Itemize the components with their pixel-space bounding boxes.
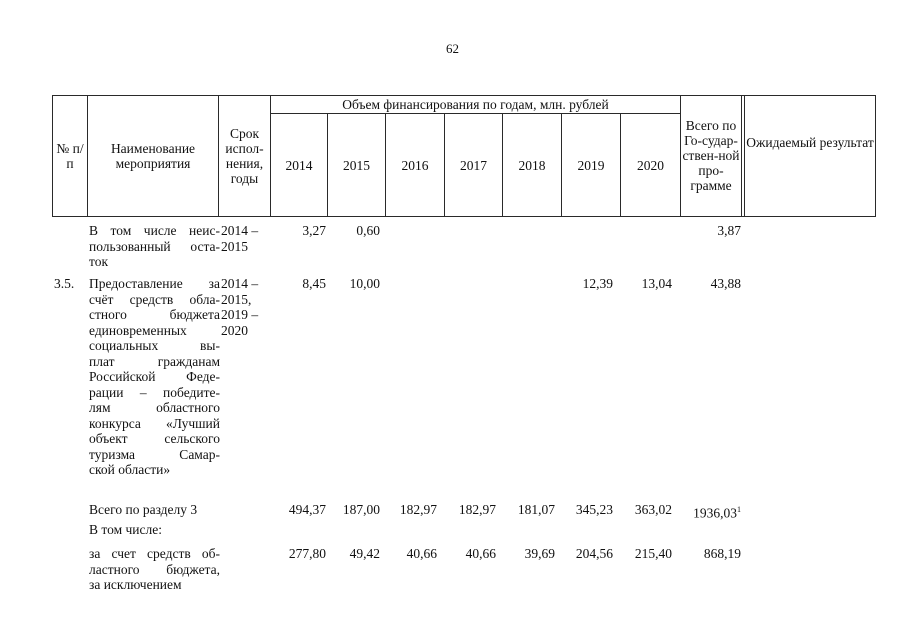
row-name	[89, 522, 220, 538]
row-total-value: 868,19	[703, 546, 741, 561]
row-name-line: конкурса «Лучший	[89, 415, 220, 431]
footnote-mark: 1	[737, 505, 741, 514]
row-name-line: рации – победите-	[89, 384, 220, 400]
header-name: Наименование мероприятия	[110, 140, 196, 171]
row-name-line: единовременных	[89, 322, 187, 338]
row-value-2015: 187,00	[342, 502, 380, 517]
row-total	[711, 276, 741, 292]
row-name-line: социальных вы-	[89, 338, 220, 353]
row-value-2015: 0,60	[356, 223, 380, 238]
row-name-line: счёт средств обла-	[89, 291, 220, 307]
row-value-2019: 345,23	[575, 502, 613, 517]
row-name-line: плат гражданам	[89, 353, 220, 369]
header-year-2014: 2014	[285, 157, 313, 173]
header-year-2020: 2020	[637, 157, 664, 173]
row-term	[221, 223, 271, 254]
row-value-2014: 3,27	[302, 223, 326, 238]
header-num: № п/п	[56, 140, 84, 171]
header-term: Срок испол-нения, годы	[225, 125, 264, 186]
header-year-2015: 2015	[343, 157, 370, 173]
row-total	[704, 546, 741, 562]
row-name-line: объект сельского	[89, 431, 220, 446]
row-value-2016: 40,66	[406, 546, 437, 561]
row-name-line: пользованный оста-	[89, 238, 220, 254]
row-term-line: 2014 –	[221, 223, 259, 238]
row-value-2016: 182,97	[399, 502, 437, 517]
row-name-line: за исключением	[89, 577, 182, 592]
row-term-line: 2015,	[221, 291, 252, 307]
row-total-value: 3,87	[717, 223, 741, 238]
header-year-2016: 2016	[401, 157, 429, 173]
row-value-2015: 10,00	[349, 276, 380, 291]
header-total: Всего по Го-судар-ствен-ной про-грамме	[682, 118, 740, 193]
row-value-2020: 215,40	[634, 546, 672, 561]
row-number: 3.5.	[54, 276, 75, 291]
row-term	[221, 276, 271, 338]
row-name	[89, 546, 220, 593]
header-year-2019: 2019	[577, 157, 605, 173]
row-term-line: 2014 –	[221, 276, 259, 291]
row-value-2020: 13,04	[641, 276, 672, 291]
row-value-2015: 49,42	[349, 546, 380, 561]
row-name-line: В том числе:	[89, 522, 162, 537]
row-total-value: 43,88	[710, 276, 741, 291]
row-total	[717, 223, 741, 239]
row-name-line: ластного бюджета,	[89, 561, 220, 577]
row-value-2014: 8,45	[302, 276, 326, 291]
row-term-line: 2020	[221, 322, 248, 338]
row-name-line: В том числе неис-	[89, 223, 220, 238]
header-funding: Объем финансирования по годам, млн. рублей	[342, 96, 609, 112]
header-year-2018: 2018	[518, 157, 546, 173]
row-name-line: за счет средств об-	[89, 546, 220, 561]
row-name	[89, 276, 220, 478]
row-name-line: туризма Самар-	[89, 446, 220, 462]
row-name	[89, 502, 220, 518]
row-name-line: Предоставление за	[89, 276, 220, 291]
row-name-line: лям областного	[89, 400, 220, 415]
row-name-line: стного бюджета	[89, 307, 220, 322]
row-term-line: 2015	[221, 238, 248, 254]
row-value-2014: 277,80	[288, 546, 326, 561]
row-total	[693, 502, 741, 521]
header-year-2017: 2017	[460, 157, 487, 173]
row-name-line: Всего по разделу 3	[89, 502, 198, 517]
row-total-value: 1936,03	[693, 505, 737, 521]
row-value-2020: 363,02	[634, 502, 672, 517]
row-name	[89, 223, 220, 270]
row-name-line: ток	[89, 254, 109, 269]
row-value-2014: 494,37	[288, 502, 326, 517]
row-value-2019: 12,39	[582, 276, 613, 291]
row-value-2017: 182,97	[458, 502, 496, 517]
row-name-line: ской области»	[89, 462, 171, 477]
row-value-2017: 40,66	[465, 546, 496, 561]
row-value-2019: 204,56	[575, 546, 613, 561]
row-term-line: 2019 –	[221, 307, 259, 322]
page-number: 62	[446, 41, 459, 56]
header-result: Ожидаемый результат	[746, 135, 874, 150]
row-name-line: Российской Феде-	[89, 369, 220, 384]
row-value-2018: 39,69	[524, 546, 555, 561]
row-value-2018: 181,07	[517, 502, 555, 517]
